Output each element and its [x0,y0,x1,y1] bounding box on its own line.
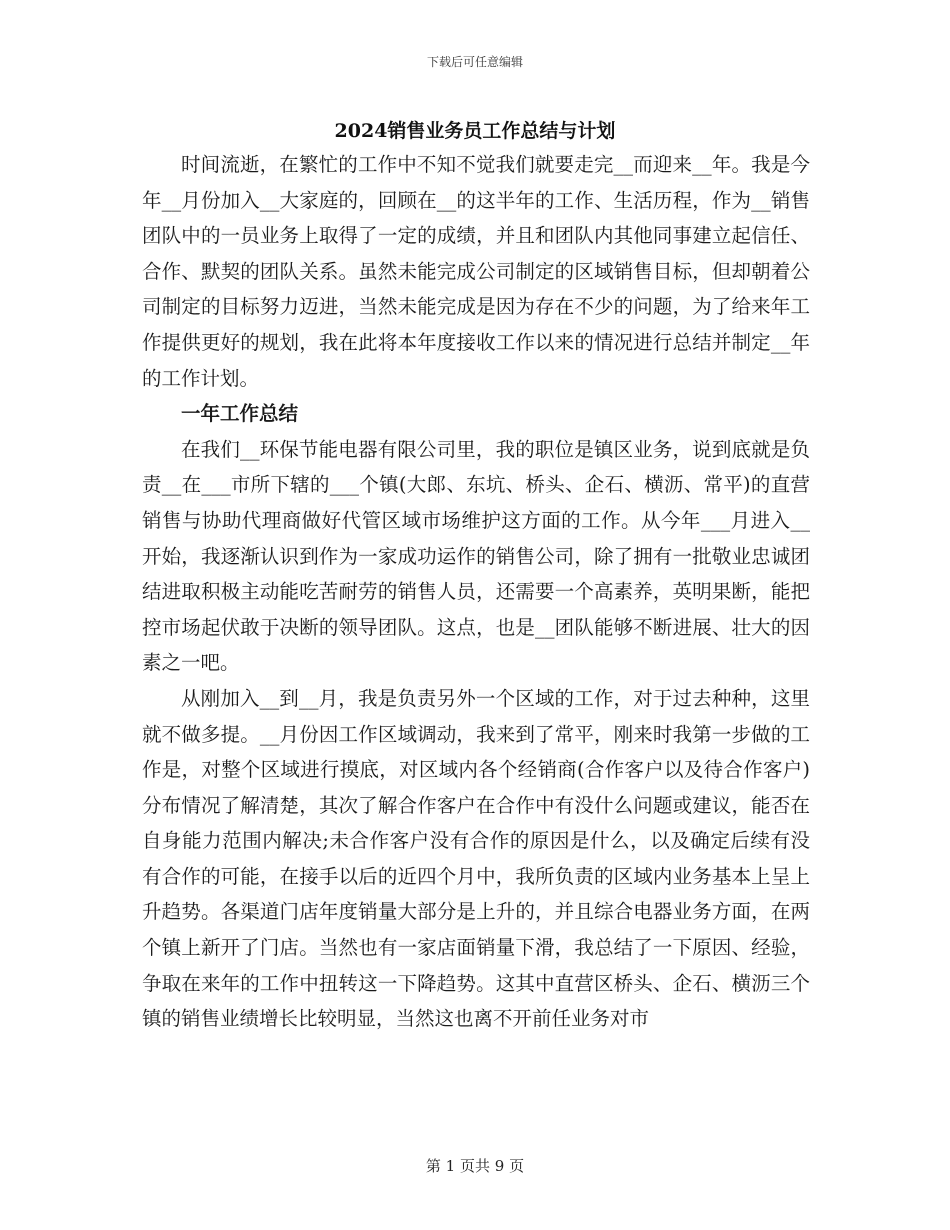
document-body [142,147,810,1037]
page-header-note: 下载后可任意编辑 [426,55,523,69]
page-number-indicator: 第 1 页共 9 页 [425,1157,525,1175]
summary-paragraph-2: 从刚加入__到__月，我是负责另外一个区域的工作，对于过去种种，这里就不做多提。__月份因工作区域调动，我来到了常平，刚来时我第一步做的工作是，对整个区域进行摸底，对区域内各个经销商(合作客户以及待合作客户)分布情况了解清楚，其次了解合作客户在合作中有没什么问题或建议，能否在自身能力范围内解决;未合作客户没有合作的原因是什么，以及确定后续有没有合作的可能，在接手以后的近四个月中，我所负责的区域内业务基本上呈上升趋势。各渠道门店年度销量大部分是上升的，并且综合电器业务方面，在两个镇上新开了门店。当然也有一家店面销量下滑，我总结了一下原因、经验，争取在来年的工作中扭转这一下降趋势。这其中直营区桥头、企石、横沥三个镇的销售业绩增长比较明显，当然这也离不开前任业务对市 [142,686,810,1031]
intro-paragraph: 时间流逝，在繁忙的工作中不知不觉我们就要走完__而迎来__年。我是今年__月份加入__大家庭的，回顾在__的这半年的工作、生活历程，作为__销售团队中的一员业务上取得了一定的成绩，并且和团队内其他同事建立起信任、合作、默契的团队关系。虽然未能完成公司制定的区域销售目标，但却朝着公司制定的目标努力迈进，当然未能完成是因为存在不少的问题，为了给来年工作提供更好的规划，我在此将本年度接收工作以来的情况进行总结并制定__年的工作计划。 [142,153,810,390]
section-heading-annual-summary: 一年工作总结 [181,402,299,426]
document-title: 2024销售业务员工作总结与计划 [334,120,616,142]
summary-paragraph-1: 在我们__环保节能电器有限公司里，我的职位是镇区业务，说到底就是负责__在___市所下辖的___个镇(大郎、东坑、桥头、企石、横沥、常平)的直营销售与协助代理商做好代管区域市场维护这方面的工作。从今年___月进入__开始，我逐渐认识到作为一家成功运作的销售公司，除了拥有一批敬业忠诚团结进取积极主动能吃苦耐劳的销售人员，还需要一个高素养，英明果断，能把控市场起伏敢于决断的领导团队。这点，也是__团队能够不断进展、壮大的因素之一吧。 [142,437,810,675]
